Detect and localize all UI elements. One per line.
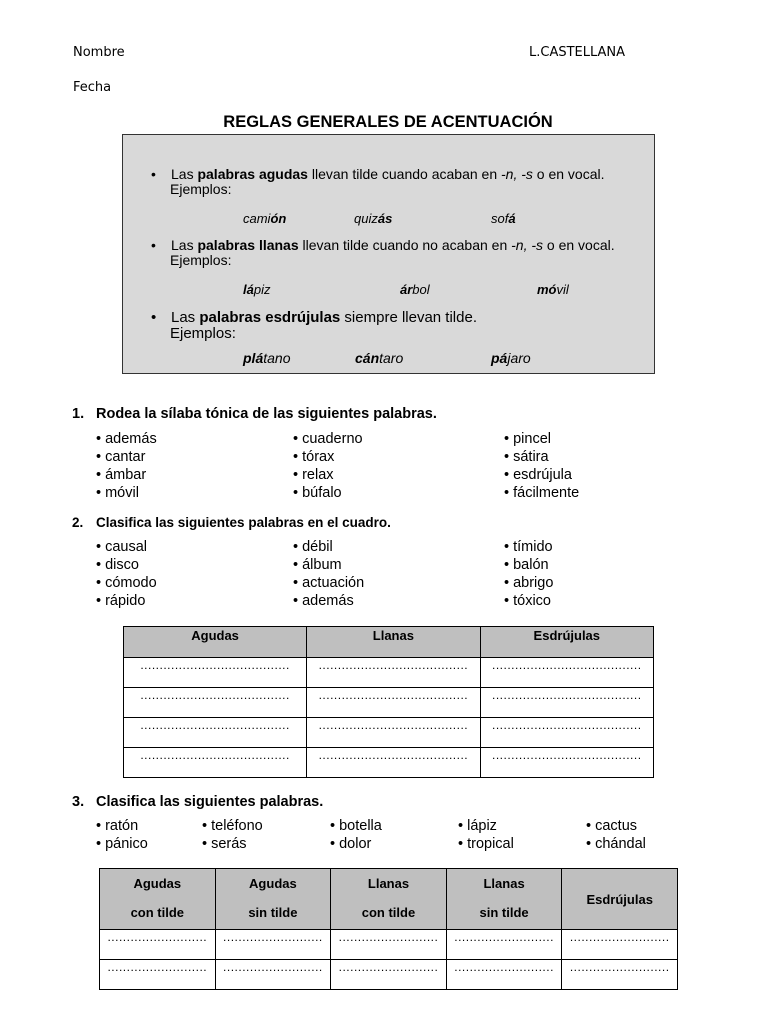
answer-cell[interactable]: ..........................: [562, 930, 678, 960]
classification-table-1: [123, 626, 654, 778]
bullet-icon: •: [151, 166, 156, 182]
answer-cell[interactable]: .......................................: [124, 748, 307, 778]
bullet-icon: •: [151, 237, 156, 253]
answer-cell[interactable]: ..........................: [331, 960, 447, 990]
page-title: REGLAS GENERALES DE ACENTUACIÓN: [223, 113, 553, 131]
answer-cell[interactable]: .......................................: [307, 688, 480, 718]
answer-cell[interactable]: ..........................: [100, 930, 216, 960]
answer-cell[interactable]: .......................................: [124, 688, 307, 718]
exercise-3-words: • ratón • pánico • teléfono • serás • botella • dolor • lápiz • tropical • cactus • chándal: [96, 818, 646, 852]
answer-cell[interactable]: .......................................: [480, 748, 653, 778]
name-label: Nombre: [73, 45, 125, 60]
header-esdrujulas: Esdrújulas: [480, 627, 653, 658]
header-agudas: Agudas: [124, 627, 307, 658]
answer-cell[interactable]: .......................................: [480, 718, 653, 748]
header-esdrujulas: Esdrújulas: [562, 869, 678, 930]
subject-label: L.CASTELLANA: [529, 45, 626, 60]
answer-cell[interactable]: ..........................: [215, 960, 331, 990]
answer-cell[interactable]: .......................................: [124, 718, 307, 748]
answer-cell[interactable]: .......................................: [307, 658, 480, 688]
answer-cell[interactable]: ..........................: [446, 930, 562, 960]
date-label: Fecha: [73, 80, 112, 95]
answer-cell[interactable]: ..........................: [331, 930, 447, 960]
answer-cell[interactable]: .......................................: [480, 658, 653, 688]
header-llanas-con-tilde: Llanas con tilde: [331, 869, 447, 930]
exercise-2-words: • causal • disco • cómodo • rápido • débil • álbum • actuación • además • tímido • balón • abrigo • tóxico: [96, 539, 554, 609]
exercise-1-words: • además • cantar • ámbar • móvil • cuaderno • tórax • relax • búfalo • pincel • sátira • esdrújula • fácilmente: [96, 431, 580, 501]
bullet-icon: •: [151, 309, 157, 326]
header-agudas-sin-tilde: Agudas sin tilde: [215, 869, 331, 930]
answer-cell[interactable]: .......................................: [480, 688, 653, 718]
answer-cell[interactable]: .......................................: [307, 748, 480, 778]
answer-cell[interactable]: .......................................: [307, 718, 480, 748]
answer-cell[interactable]: ..........................: [100, 960, 216, 990]
header-llanas-sin-tilde: Llanas sin tilde: [446, 869, 562, 930]
rules-box: • Las palabras agudas llevan tilde cuando acaban en -n, -s o en vocal. Ejemplos: camión quizás sofá • Las palabras llanas llevan tilde cuando no acaban en -n, -s o en vocal. Ejemplos: lápiz árbol móvil • Las palabras esdrújulas siempre llevan tilde. Ejemplos: plátano cántaro pájaro: [122, 134, 655, 374]
classification-table-2: [99, 868, 678, 990]
header-agudas-con-tilde: Agudas con tilde: [100, 869, 216, 930]
answer-cell[interactable]: .......................................: [124, 658, 307, 688]
header-llanas: Llanas: [307, 627, 480, 658]
answer-cell[interactable]: ..........................: [562, 960, 678, 990]
answer-cell[interactable]: ..........................: [446, 960, 562, 990]
answer-cell[interactable]: ..........................: [215, 930, 331, 960]
